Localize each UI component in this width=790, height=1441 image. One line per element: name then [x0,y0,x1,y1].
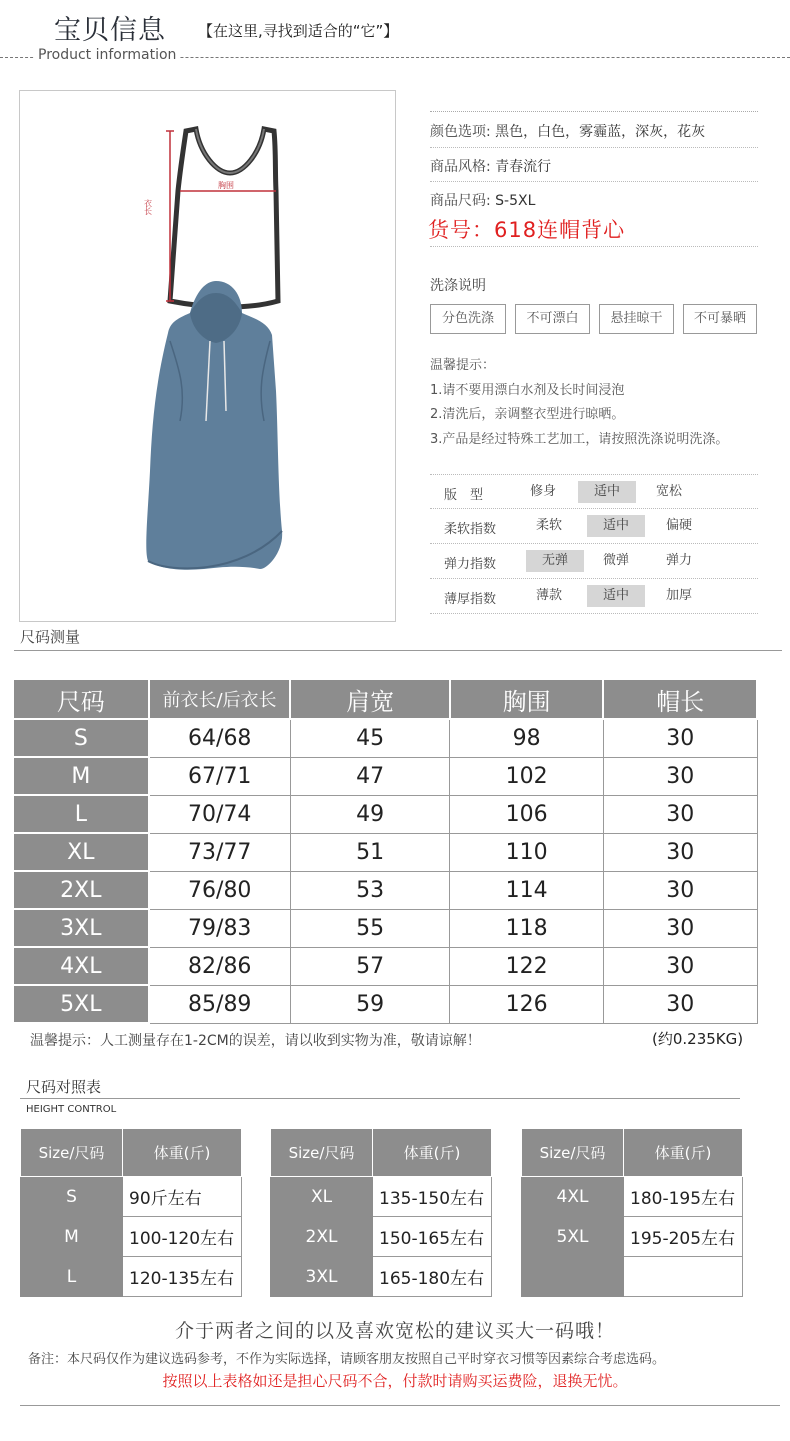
table-cell: 122 [450,947,604,985]
header-cell: 前衣长/后衣长 [149,679,291,719]
product-image [20,91,397,623]
weight-cell: 120-135左右 [123,1257,242,1297]
weight-cell [624,1257,743,1297]
table-cell: 30 [603,833,757,871]
table-row [271,1257,492,1297]
measure-note: 温馨提示：人工测量存在1-2CM的误差，请以收到实物为准，敬请谅解！ [30,1033,481,1049]
item-number: 货号：618连帽背心 [428,218,626,242]
table-cell: 67/71 [149,757,291,795]
table-cell: 118 [450,909,604,947]
header-cell: 体重(斤) [123,1129,242,1177]
size-cell: XL [271,1177,373,1217]
product-style [430,156,780,176]
tip-item: 1.请不要用漂白水剂及长时间浸泡 [430,383,625,398]
size-cell: L [13,795,149,833]
attr-row-elasticity [430,544,758,579]
table-row [13,795,757,833]
divider [20,1098,740,1099]
size-cell [522,1257,624,1297]
product-weight: (约0.235KG) [652,1030,744,1048]
table-cell: 53 [290,871,450,909]
size-cell: 3XL [271,1257,373,1297]
size-cell: M [21,1217,123,1257]
table-row [21,1257,242,1297]
table-cell: 114 [450,871,604,909]
table-cell: 51 [290,833,450,871]
header-cell: 帽长 [603,679,757,719]
attr-label: 弹力指数 [444,557,497,572]
size-table [12,678,758,1024]
attr-label: 柔软指数 [444,522,497,537]
table-cell: 30 [603,719,757,757]
attr-option-selected: 适中 [587,515,645,537]
attr-option: 宽松 [655,484,682,499]
header-cell: 体重(斤) [624,1129,743,1177]
size-table-header [13,679,757,719]
table-cell: 110 [450,833,604,871]
table-row [13,757,757,795]
wash-tag: 悬挂晾干 [599,304,674,334]
table-cell: 102 [450,757,604,795]
attr-row-softness [430,509,758,544]
product-image-frame [19,90,396,622]
wash-tag: 分色洗涤 [430,304,506,334]
table-cell: 79/83 [149,909,291,947]
table-row [13,719,757,757]
table-cell: 82/86 [149,947,291,985]
table-cell: 30 [603,909,757,947]
length-label: 衣长 [143,199,153,215]
size-ref-table [521,1128,743,1297]
table-cell: 55 [290,909,450,947]
divider [430,246,758,247]
color-options-label: 颜色选项: [430,124,491,140]
table-cell: 57 [290,947,450,985]
table-cell: 47 [290,757,450,795]
wash-tag: 不可漂白 [515,304,590,334]
table-row [13,833,757,871]
header-cell: Size/尺码 [21,1129,123,1177]
attr-label: 薄厚指数 [444,592,497,607]
tank-top-diagram [144,129,279,307]
header-cell: 肩宽 [290,679,450,719]
wash-tag: 不可暴晒 [683,304,757,334]
table-row [13,947,757,985]
tip-item: 3.产品是经过特殊工艺加工，请按照洗涤说明洗涤。 [430,432,729,447]
table-cell: 70/74 [149,795,291,833]
divider [430,111,758,112]
size-cell: L [21,1257,123,1297]
attr-label: 版 型 [444,488,484,503]
attr-option: 薄款 [535,588,562,603]
size-cell: 4XL [13,947,149,985]
table-row [21,1217,242,1257]
section-title: 宝贝信息 [54,15,166,46]
product-size-label: 商品尺码: [430,193,491,209]
size-measure-title: 尺码测量 [20,628,81,646]
section-english-title: Product information [34,47,180,63]
size-cell: M [13,757,149,795]
attr-option: 微弹 [602,553,629,568]
header-cell: 体重(斤) [373,1129,492,1177]
size-cell: 4XL [522,1177,624,1217]
divider [14,650,782,651]
tip-item: 2.清洗后，亲调整衣型进行晾晒。 [430,407,625,422]
header-cell: Size/尺码 [271,1129,373,1177]
weight-cell: 150-165左右 [373,1217,492,1257]
product-style-value: 青春流行 [495,159,552,175]
color-options [430,121,780,141]
attr-option: 柔软 [535,518,562,533]
divider [20,1405,780,1406]
table-cell: 59 [290,985,450,1023]
table-cell: 30 [603,871,757,909]
table-cell: 73/77 [149,833,291,871]
size-cell: 2XL [13,871,149,909]
divider [430,147,758,148]
table-cell: 30 [603,985,757,1023]
header-cell: 胸围 [450,679,604,719]
table-cell: 49 [290,795,450,833]
table-row [21,1177,242,1217]
weight-cell: 180-195左右 [624,1177,743,1217]
tips-title: 温馨提示： [430,358,496,373]
attr-row-fit [430,474,758,509]
attr-option-selected: 无弹 [526,550,584,572]
section-subtitle: 【在这里,寻找到适合的“它”】 [198,22,399,40]
attr-row-thickness [430,579,758,614]
table-cell: 30 [603,795,757,833]
table-cell: 76/80 [149,871,291,909]
attr-option: 弹力 [665,553,692,568]
hoodie-vest-photo [146,281,282,570]
size-advice: 介于两者之间的以及喜欢宽松的建议买大一码哦！ [174,1320,615,1342]
table-row [522,1257,743,1297]
size-cell: 3XL [13,909,149,947]
size-ref-table [270,1128,492,1297]
table-cell: 98 [450,719,604,757]
attr-option: 修身 [529,484,556,499]
size-cell: S [13,719,149,757]
table-cell: 30 [603,757,757,795]
size-cell: 5XL [13,985,149,1023]
remark-note: 备注：本尺码仅作为建议选码参考，不作为实际选择，请顾客朋友按照自己平时穿衣习惯等因素综合考虑选码。 [28,1352,666,1367]
table-cell: 126 [450,985,604,1023]
attr-option-selected: 适中 [587,585,645,607]
wash-instructions-title: 洗涤说明 [430,278,486,294]
table-cell: 85/89 [149,985,291,1023]
table-row [13,871,757,909]
product-style-label: 商品风格: [430,159,491,175]
size-ref-title: 尺码对照表 [26,1078,102,1096]
table-row [13,985,757,1023]
weight-cell: 90斤左右 [123,1177,242,1217]
size-ref-english: HEIGHT CONTROL [26,1104,117,1115]
divider [430,181,758,182]
size-cell: S [21,1177,123,1217]
header-cell: 尺码 [13,679,149,719]
attr-option-selected: 适中 [578,481,636,503]
table-row [271,1217,492,1257]
warning-note: 按照以上表格如还是担心尺码不合，付款时请购买运费险，退换无忧。 [162,1372,628,1390]
table-cell: 64/68 [149,719,291,757]
size-cell: XL [13,833,149,871]
chest-label: 胸围 [218,181,234,190]
table-row [13,909,757,947]
size-cell: 2XL [271,1217,373,1257]
attr-option: 加厚 [665,588,692,603]
header-cell: Size/尺码 [522,1129,624,1177]
table-cell: 45 [290,719,450,757]
table-row [271,1177,492,1217]
product-size [430,190,780,210]
attr-option: 偏硬 [665,518,692,533]
product-size-value: S-5XL [495,193,536,209]
weight-cell: 100-120左右 [123,1217,242,1257]
weight-cell: 165-180左右 [373,1257,492,1297]
table-cell: 30 [603,947,757,985]
size-cell: 5XL [522,1217,624,1257]
size-ref-table [20,1128,242,1297]
color-options-value: 黑色，白色，雾霾蓝，深灰，花灰 [495,124,706,140]
table-cell: 106 [450,795,604,833]
table-row [522,1217,743,1257]
weight-cell: 195-205左右 [624,1217,743,1257]
weight-cell: 135-150左右 [373,1177,492,1217]
table-row [522,1177,743,1217]
